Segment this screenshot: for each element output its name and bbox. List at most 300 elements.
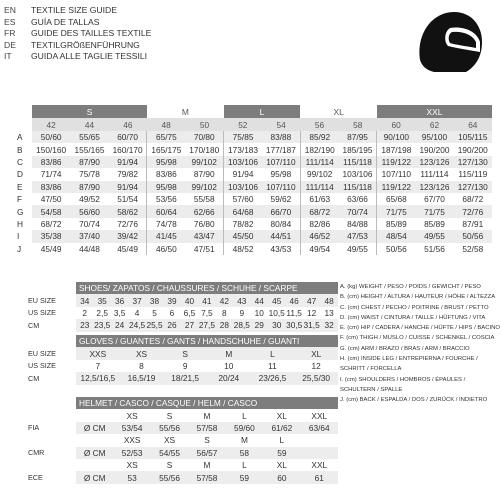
table-row xyxy=(28,372,338,384)
table-cell: 95/100 xyxy=(415,131,453,143)
table-row xyxy=(28,422,338,434)
row-label: I xyxy=(14,230,32,242)
table-cell: S xyxy=(166,460,173,471)
table-cell: 12,5/16,5 xyxy=(76,372,120,384)
table-cell: 66/70 xyxy=(262,205,300,217)
row-label: H xyxy=(17,218,23,229)
row-label: CM xyxy=(28,319,76,331)
row-label: ECE xyxy=(28,471,76,483)
table-cell: XS xyxy=(126,410,138,421)
table-cell: S xyxy=(204,435,210,446)
table-cell: 52/53 xyxy=(113,447,150,459)
size-number: 64 xyxy=(454,118,492,131)
table-row xyxy=(28,319,338,331)
shoes-table xyxy=(28,282,338,332)
table-cell: 87/91 xyxy=(462,218,484,229)
table-cell: Ø CM xyxy=(76,447,113,459)
table-cell: 23 xyxy=(76,319,93,331)
table-cell: 177/187 xyxy=(262,143,300,155)
table-cell: 103/106 xyxy=(224,181,262,193)
table-cell: 107/110 xyxy=(262,181,300,193)
table-cell: 51/54 xyxy=(109,193,147,205)
table-cell: 16,5/19 xyxy=(120,372,164,384)
table-cell: 48/52 xyxy=(232,243,254,254)
table-cell: XS xyxy=(164,435,176,446)
table-cell: 91/94 xyxy=(232,169,254,180)
table-cell: 49/52 xyxy=(79,194,100,205)
table-cell: 37/40 xyxy=(70,230,108,242)
table-cell: 59 xyxy=(263,447,300,459)
table-cell: 56/57 xyxy=(188,447,225,459)
lang-line-fr: FR GUIDE DES TAILLES TEXTILE xyxy=(4,28,152,39)
gloves-header: GLOVES / GUANTES / GANTS / HANDSCHUHE / GUANTI xyxy=(76,335,338,347)
table-cell: 60 xyxy=(263,471,300,483)
table-cell: 7 xyxy=(95,360,101,371)
table-cell: 99/102 xyxy=(307,169,333,180)
table-cell: XXS xyxy=(76,347,120,359)
table-cell: 63/64 xyxy=(301,422,338,434)
table-cell: 107/110 xyxy=(262,156,300,168)
table-cell: 47 xyxy=(303,294,320,306)
size-number: 46 xyxy=(109,118,147,131)
table-cell: 123/126 xyxy=(415,156,453,168)
table-cell: 34 xyxy=(76,294,93,306)
row-label: CMR xyxy=(28,447,76,459)
table-cell: 115/118 xyxy=(339,156,377,168)
legend-item: D. (cm) WAIST / CINTURA / TAILLE / HÜFTUNG / VITA xyxy=(340,314,486,321)
table-cell: 67/70 xyxy=(424,194,445,205)
table-cell: 111/114 xyxy=(300,181,338,193)
table-cell: 61 xyxy=(301,471,338,483)
table-cell: 9 xyxy=(182,360,188,371)
table-row xyxy=(14,143,492,155)
table-cell: 59 xyxy=(226,471,263,483)
size-number: 60 xyxy=(377,118,415,131)
size-number: 54 xyxy=(262,118,300,131)
table-cell: 27 xyxy=(181,319,198,331)
table-cell: 43/53 xyxy=(262,243,300,255)
table-cell: 45/50 xyxy=(224,230,262,242)
table-cell: 37 xyxy=(128,294,145,306)
table-cell: 43/47 xyxy=(185,230,223,242)
row-label: US SIZE xyxy=(28,308,56,318)
table-cell: 49/55 xyxy=(339,243,377,255)
table-cell: M xyxy=(240,435,248,446)
table-row xyxy=(14,243,492,255)
table-cell: 83/86 xyxy=(32,156,70,168)
table-cell: 84/88 xyxy=(339,218,377,230)
table-cell: 115/118 xyxy=(339,181,377,193)
table-cell: 54/58 xyxy=(32,205,70,217)
table-cell: 3,5 xyxy=(113,307,126,318)
table-cell: 41/45 xyxy=(147,230,185,242)
table-cell: 70/74 xyxy=(339,205,377,217)
table-cell: 85/92 xyxy=(300,131,338,143)
table-cell: 48 xyxy=(320,294,338,306)
legend-item: C. (cm) CHEST / PECHO / POITRINE / BRUST / PETTO xyxy=(340,304,489,311)
table-cell: 78/82 xyxy=(232,218,254,229)
row-label: EU SIZE xyxy=(28,347,76,359)
table-cell: 173/183 xyxy=(228,144,259,155)
table-cell: 127/130 xyxy=(454,181,492,193)
table-cell: 49/54 xyxy=(309,243,331,254)
table-cell: 46/50 xyxy=(156,243,177,254)
table-cell: 55/58 xyxy=(185,193,223,205)
legend-item: B. (cm) HEIGHT / ALTURA / HAUTEUR / HÖHE / ALTEZZA xyxy=(340,294,496,301)
legend-item: F. (cm) THIGH / MUSLO / CUISSE / SCHENKEL / COSCIA xyxy=(340,335,495,342)
legend-item: I. (cm) SHOULDERS / HOMBROS / ÉPAULES / xyxy=(340,376,466,383)
table-cell: 26 xyxy=(163,319,180,331)
table-cell: 70/74 xyxy=(79,218,100,229)
size-label-s: S xyxy=(32,105,147,118)
table-cell: 115/119 xyxy=(458,169,488,180)
table-cell: 2 xyxy=(82,307,88,318)
table-cell: M xyxy=(207,347,251,359)
table-cell: 9 xyxy=(239,307,245,318)
table-cell: 190/200 xyxy=(457,144,488,155)
table-cell: 10 xyxy=(224,360,234,371)
table-cell: 87/90 xyxy=(70,156,108,168)
table-cell: 85/89 xyxy=(424,218,445,229)
table-cell: 7,5 xyxy=(201,307,213,318)
table-cell: 35/38 xyxy=(32,230,70,242)
table-cell: 87/90 xyxy=(185,168,223,180)
legend-item: G. (cm) ARM / BRAZO / BRAS / ARM / BRACCIO xyxy=(340,345,470,352)
table-cell: 8 xyxy=(222,307,227,318)
table-cell: 72/76 xyxy=(109,218,147,230)
table-cell: 85/89 xyxy=(385,218,407,229)
table-cell: 91/94 xyxy=(109,181,147,193)
measurement-legend xyxy=(340,282,498,406)
table-cell: 150/160 xyxy=(36,144,67,155)
size-number-row xyxy=(14,118,492,131)
size-number: 62 xyxy=(415,118,453,131)
table-cell: XXL xyxy=(311,460,328,471)
row-label: EU SIZE xyxy=(28,294,76,306)
table-cell: 36 xyxy=(111,294,128,306)
row-label: C xyxy=(14,156,32,168)
table-cell: 58/62 xyxy=(109,205,147,217)
table-row xyxy=(28,360,338,372)
table-cell: 24 xyxy=(111,319,128,331)
row-label: F xyxy=(17,194,23,205)
table-cell: 50/56 xyxy=(454,230,492,242)
table-cell: 44/48 xyxy=(79,243,100,254)
table-cell: 60/70 xyxy=(109,131,147,143)
table-cell: 20/24 xyxy=(207,372,251,384)
table-cell: 91/94 xyxy=(109,156,147,168)
table-cell: 12 xyxy=(307,307,317,318)
table-cell: 99/102 xyxy=(185,156,223,168)
table-cell: 45/49 xyxy=(109,243,147,255)
table-cell: 82/86 xyxy=(309,218,331,229)
table-cell: 61/62 xyxy=(263,422,300,434)
table-cell: 60/64 xyxy=(147,205,185,217)
table-cell: 5 xyxy=(152,307,157,318)
table-cell: 68/72 xyxy=(40,218,62,229)
table-cell: 25,5 xyxy=(146,320,163,331)
table-cell: XS xyxy=(120,347,164,359)
table-cell: 55/56 xyxy=(151,471,188,483)
size-label-m: M xyxy=(181,106,189,117)
table-row xyxy=(14,168,492,180)
table-cell: 50/56 xyxy=(385,243,407,254)
table-cell: 190/200 xyxy=(419,144,450,155)
table-cell: 59/60 xyxy=(226,422,263,434)
size-number: 52 xyxy=(224,118,262,131)
table-cell: 95/98 xyxy=(147,156,185,168)
table-cell: 23/26,5 xyxy=(251,372,295,384)
table-cell: 99/102 xyxy=(185,181,223,193)
table-cell: 64/68 xyxy=(224,205,262,217)
table-cell: 165/175 xyxy=(151,144,182,155)
table-row xyxy=(28,294,338,306)
legend-item: J. (cm) BACK / ESPALDA / DOS / ZURÜCK / INDIETRO xyxy=(340,397,488,404)
table-cell: 83/86 xyxy=(156,169,177,180)
table-row xyxy=(28,347,338,359)
table-cell: 123/126 xyxy=(415,181,453,193)
table-row xyxy=(14,193,492,205)
table-row xyxy=(28,409,338,421)
table-cell: 63/66 xyxy=(339,193,377,205)
table-cell: 11,5 xyxy=(286,307,302,318)
table-cell: 103/106 xyxy=(339,168,377,180)
table-row xyxy=(14,131,492,143)
lang-line-it: IT GUIDA ALLE TAGLIE TESSILI xyxy=(4,51,148,62)
table-row xyxy=(14,156,492,168)
table-cell: Ø CM xyxy=(76,422,113,434)
table-cell: 70/80 xyxy=(185,131,223,143)
table-cell: 170/180 xyxy=(185,143,223,155)
table-cell: 59/62 xyxy=(262,193,300,205)
table-cell: 53 xyxy=(113,471,150,483)
table-cell: 8 xyxy=(139,360,144,371)
table-cell: 47/51 xyxy=(185,243,223,255)
table-cell: 127/130 xyxy=(454,156,492,168)
table-cell: 55/65 xyxy=(70,131,108,143)
table-cell xyxy=(301,447,338,459)
table-cell: XXS xyxy=(123,435,141,446)
row-label: G xyxy=(14,205,32,217)
table-cell xyxy=(76,434,113,446)
table-cell: XL xyxy=(294,347,338,359)
table-cell: 95/98 xyxy=(147,181,185,193)
table-cell: 80/84 xyxy=(262,218,300,230)
table-cell: XL xyxy=(276,410,287,421)
table-row xyxy=(14,205,492,217)
table-cell: 119/122 xyxy=(377,156,415,168)
table-cell: 90/100 xyxy=(377,131,415,143)
row-label: FIA xyxy=(28,422,76,434)
table-cell: 56/60 xyxy=(70,205,108,217)
size-label-xl: XL xyxy=(333,106,344,117)
table-cell: 105/115 xyxy=(454,131,492,143)
table-cell: 40 xyxy=(181,294,198,306)
table-cell: 47/53 xyxy=(339,230,377,242)
table-cell: 25,5/30 xyxy=(294,372,338,384)
size-number: 56 xyxy=(300,118,338,131)
legend-item: SCHRITT / FORCELLA xyxy=(340,366,402,373)
table-cell: 68/72 xyxy=(300,205,338,217)
legend-item: H. (cm) INSIDE LEG / ENTREPIERNA / FOURCHE / xyxy=(340,356,478,363)
table-cell: 75/85 xyxy=(224,131,262,143)
row-label: CM xyxy=(28,372,76,384)
table-cell: 31,5 xyxy=(303,320,320,331)
lang-line-es: ES GUÍA DE TALLAS xyxy=(4,16,100,27)
table-cell: 6,5 xyxy=(183,307,196,318)
table-cell: 42 xyxy=(216,294,233,306)
table-row xyxy=(28,434,338,446)
row-label: B xyxy=(17,144,23,155)
table-cell: 49/55 xyxy=(415,230,453,242)
table-cell: 71/75 xyxy=(415,205,453,217)
table-cell: 44 xyxy=(251,294,268,306)
table-cell: 32 xyxy=(320,319,338,331)
table-cell: 65/68 xyxy=(385,194,407,205)
table-cell: 45 xyxy=(268,294,285,306)
table-row xyxy=(28,447,338,459)
gloves-table xyxy=(28,335,338,385)
table-cell: 111/114 xyxy=(420,169,449,180)
table-cell: 71/74 xyxy=(40,169,62,180)
table-cell: 87/90 xyxy=(70,181,108,193)
table-cell: XS xyxy=(126,460,138,471)
lang-line-de: DE TEXTILGRÖßENFÜHRUNG xyxy=(4,39,140,50)
row-label xyxy=(28,434,76,446)
table-cell: 12 xyxy=(311,360,321,371)
table-cell: 185/195 xyxy=(339,143,377,155)
table-cell: 46/52 xyxy=(300,230,338,242)
table-cell: 87/95 xyxy=(339,131,377,143)
table-cell: 95/98 xyxy=(262,168,300,180)
table-cell: 47/50 xyxy=(40,194,62,205)
row-label: A xyxy=(14,131,32,143)
table-cell: L xyxy=(242,460,247,471)
table-cell: 68/72 xyxy=(462,194,484,205)
table-cell: 10,5 xyxy=(268,307,285,318)
table-cell: 44/51 xyxy=(262,230,300,242)
table-cell: 6 xyxy=(169,307,175,318)
table-cell: 57/58 xyxy=(188,422,225,434)
table-cell: 23,5 xyxy=(94,320,111,331)
table-cell: Ø CM xyxy=(76,471,113,483)
table-cell xyxy=(301,434,338,446)
table-cell: 107/110 xyxy=(381,169,412,180)
table-cell: 65/75 xyxy=(147,131,185,143)
size-number: 48 xyxy=(147,118,185,131)
table-cell: 83/88 xyxy=(262,131,300,143)
table-cell: 45/49 xyxy=(40,243,62,254)
table-cell: 182/190 xyxy=(304,144,335,155)
table-cell: 103/106 xyxy=(224,156,262,168)
table-row xyxy=(14,230,492,242)
table-cell: 27,5 xyxy=(198,320,215,331)
table-cell: 119/122 xyxy=(377,181,415,193)
size-label-l: L xyxy=(224,105,301,118)
table-cell: 54/55 xyxy=(151,447,188,459)
table-cell: 160/170 xyxy=(109,143,147,155)
row-label: US SIZE xyxy=(28,361,56,371)
table-cell: 50/60 xyxy=(32,131,70,143)
table-cell: 28,5 xyxy=(233,320,250,331)
table-cell: 71/75 xyxy=(377,205,415,217)
guide-title-block xyxy=(4,5,151,63)
legend-item: E. (cm) HIP / CADERA / HANCHE / HÜFTE / HIPS / BACINO xyxy=(340,325,500,332)
table-row xyxy=(14,218,492,230)
table-cell: 30,5 xyxy=(286,320,303,331)
row-label: J xyxy=(17,243,22,254)
table-cell: 52/58 xyxy=(462,243,484,254)
table-cell: M xyxy=(203,410,211,421)
table-cell: XL xyxy=(276,460,287,471)
table-cell: S xyxy=(163,347,207,359)
table-cell: 74/78 xyxy=(156,218,177,229)
row-label: D xyxy=(17,169,23,180)
table-cell: 111/114 xyxy=(300,156,338,168)
table-row xyxy=(28,307,338,319)
table-cell: 11 xyxy=(268,360,277,371)
shoes-header: SHOES/ ZAPATOS / CHAUSSURES / SCHUHE / SCARPE xyxy=(76,282,338,294)
size-number: 44 xyxy=(70,118,108,131)
size-number: 42 xyxy=(32,118,70,131)
table-cell: XXL xyxy=(311,410,328,421)
table-cell xyxy=(76,459,113,471)
table-cell: L xyxy=(251,347,295,359)
size-number: 58 xyxy=(339,118,377,131)
table-cell: 28 xyxy=(216,319,233,331)
table-cell: 57/58 xyxy=(188,471,225,483)
table-cell: 24,5 xyxy=(129,320,146,331)
table-cell: 62/66 xyxy=(185,205,223,217)
table-cell: 155/165 xyxy=(74,144,105,155)
helmet-table xyxy=(28,397,338,484)
table-cell: 76/80 xyxy=(185,218,223,230)
table-cell: 57/60 xyxy=(232,194,254,205)
table-cell: M xyxy=(203,460,211,471)
table-cell: 18/21,5 xyxy=(163,372,207,384)
table-cell: 58 xyxy=(226,447,263,459)
table-cell: 53/54 xyxy=(113,422,150,434)
size-label-xxl: XXL xyxy=(377,105,492,118)
table-row xyxy=(28,459,338,471)
legend-item: SCHULTERN / SPALLE xyxy=(340,386,403,393)
size-table xyxy=(14,105,492,255)
row-label: E xyxy=(14,181,32,193)
table-cell: 4 xyxy=(134,307,140,318)
table-cell: 43 xyxy=(233,294,250,306)
size-number: 50 xyxy=(185,118,223,131)
table-cell: 61/63 xyxy=(309,194,331,205)
helmet-header: HELMET / CASCO / CASQUE / HELM / CASCO xyxy=(76,397,338,409)
table-cell: 83/86 xyxy=(32,181,70,193)
helmet-icon xyxy=(410,4,486,80)
table-cell: 53/56 xyxy=(156,194,177,205)
legend-item: A. (kg) WEIGHT / PESO / POIDS / GEWICHT / PESO xyxy=(340,284,481,290)
table-cell: 48/54 xyxy=(377,230,415,242)
row-label xyxy=(28,459,76,471)
table-cell: 30 xyxy=(268,319,285,331)
table-cell: 79/82 xyxy=(109,168,147,180)
table-cell: 38 xyxy=(146,294,163,306)
table-cell: L xyxy=(242,410,247,421)
lang-line-en: EN TEXTILE SIZE GUIDE xyxy=(4,5,117,15)
size-label-row xyxy=(14,105,492,118)
table-cell: 13 xyxy=(324,307,334,318)
table-cell: 41 xyxy=(198,294,215,306)
table-cell: S xyxy=(166,410,173,421)
table-cell: 39 xyxy=(163,294,180,306)
table-cell: 55/56 xyxy=(151,422,188,434)
